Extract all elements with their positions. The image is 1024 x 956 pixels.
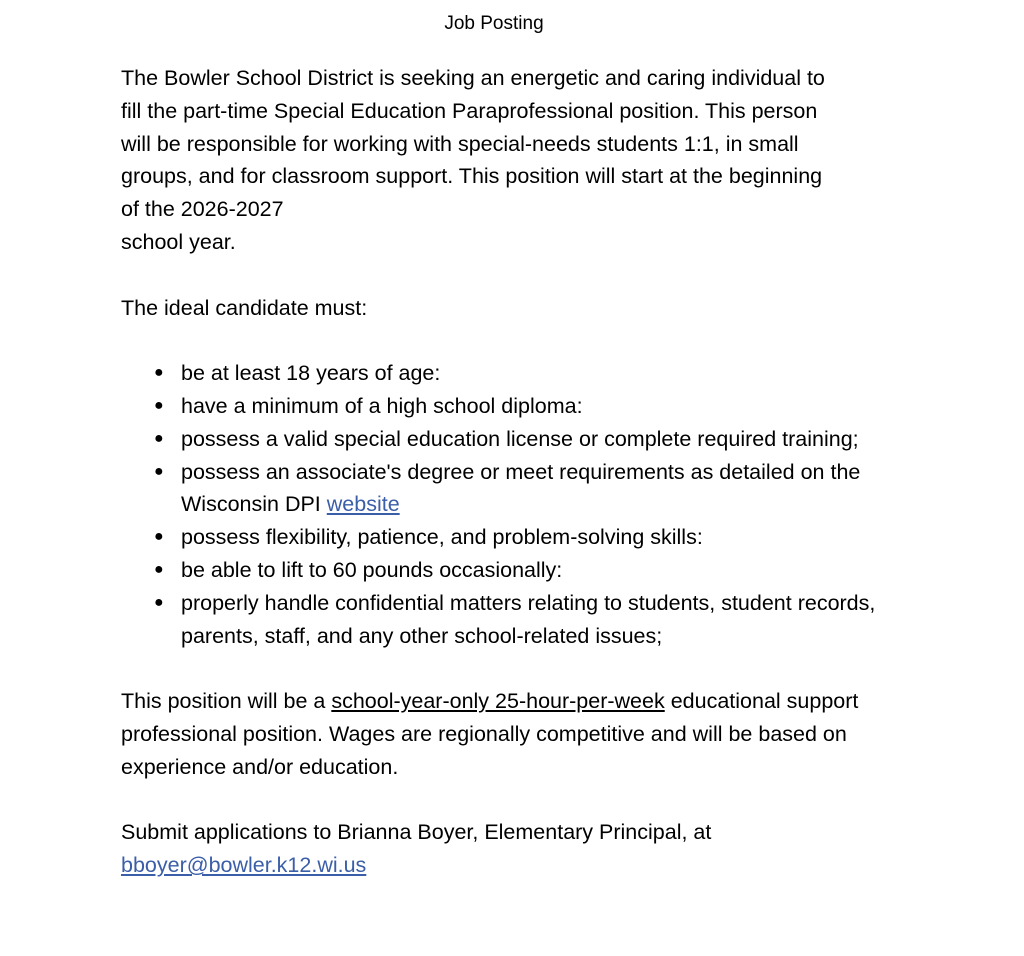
intro-line: fill the part-time Special Education Paraprofessional position. This person — [121, 98, 818, 123]
list-item — [121, 554, 911, 587]
bullet-icon: ● — [154, 560, 164, 578]
intro-line: will be responsible for working with special-needs students 1:1, in small — [121, 131, 799, 156]
position-paragraph — [121, 685, 911, 783]
intro-line: school year. — [121, 229, 236, 254]
bullet-icon: ● — [154, 396, 164, 414]
position-hours-underlined: school-year-only 25-hour-per-week — [331, 689, 665, 714]
requirement-text: have a minimum of a high school diploma: — [181, 393, 583, 418]
bullet-icon: ● — [154, 462, 164, 480]
list-item — [121, 456, 911, 522]
requirement-text: possess flexibility, patience, and problem-solving skills: — [181, 525, 703, 550]
list-item — [121, 521, 911, 554]
page-title: Job Posting — [444, 13, 544, 34]
position-text: This position will be a — [121, 689, 332, 714]
requirement-text: be able to lift to 60 pounds occasionally: — [181, 557, 563, 582]
intro-line: of the 2026-2027 — [121, 197, 284, 222]
requirement-text: properly handle confidential matters relating to students, student records, parents, staff, and any other school-related issues; — [181, 590, 876, 648]
email-link[interactable]: bboyer@bowler.k12.wi.us — [121, 853, 367, 878]
intro-line: The Bowler School District is seeking an energetic and caring individual to — [121, 66, 825, 90]
bullet-icon: ● — [154, 429, 164, 447]
document-body — [121, 62, 911, 882]
position-text: educational support professional position. Wages are regionally competitive and will be based on experience and/or education. — [121, 689, 859, 779]
list-item — [121, 390, 911, 423]
intro-paragraph — [121, 62, 911, 259]
bullet-icon: ● — [154, 593, 164, 611]
intro-line: groups, and for classroom support. This position will start at the beginning — [121, 164, 823, 189]
requirements-list — [121, 357, 911, 652]
requirement-text: be at least 18 years of age: — [181, 361, 441, 386]
submit-paragraph — [121, 816, 911, 882]
dpi-website-link[interactable]: website — [326, 492, 400, 517]
bullet-icon: ● — [154, 364, 164, 382]
submit-text: Submit applications to Brianna Boyer, Elementary Principal, at — [121, 820, 712, 845]
list-item — [121, 357, 911, 390]
candidate-heading: The ideal candidate must: — [121, 295, 368, 320]
requirement-text: possess a valid special education license or complete required training; — [181, 426, 859, 451]
list-item — [121, 423, 911, 456]
bullet-icon: ● — [154, 528, 164, 546]
requirement-text: possess an associate's degree or meet requirements as detailed on the Wisconsin DPI — [181, 459, 861, 517]
list-item — [121, 587, 911, 653]
